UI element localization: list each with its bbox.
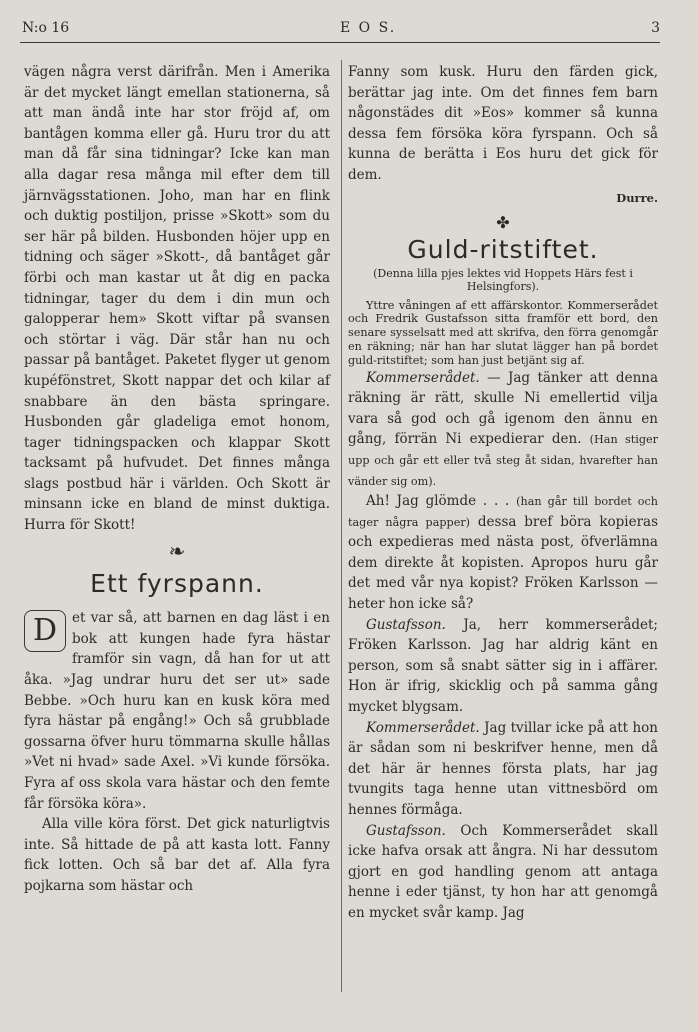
dialogue-text: Och Kommerserådet skall icke hafva orsak att ångra. Ni har dessutom gjort en god handling genom att antaga henne i eder tjänst, ty hon har att genomgå en mycket svår kamp. Jag (348, 822, 658, 921)
flower-ornament-icon: ❧ (168, 538, 186, 563)
speaker-name: Kommerserådet. (366, 719, 480, 736)
stage-direction-2: (Han stiger upp och går ett eller två steg åt sidan, hvarefter han vänder sig om). (348, 433, 658, 488)
article-heading-guld-ritstiftet: Guld-ritstiftet. (407, 234, 599, 264)
dialogue-kommerseradet-1 (348, 368, 658, 492)
dialogue-gustafsson-2 (348, 821, 658, 924)
dialogue-text: Jag tvillar icke på att hon är sådan som ni beskrifver henne, men då det här är hennes första plats, har jag tvungits taga henne utan vittnesbörd om hennes förmåga. (348, 719, 658, 818)
column-divider (341, 60, 342, 992)
page-header (22, 20, 660, 42)
drop-cap: D (24, 610, 66, 652)
stage-direction-3: (han går till bordet och tager några papper) (348, 495, 659, 529)
speaker-name: Kommerserådet. (366, 369, 480, 386)
right-column (348, 62, 658, 924)
fyrspann-paragraph-1-text: et var så, att barnen en dag läst i en bok att kungen hade fyra hästar framför sin vagn, då han for ut att åka. »Jag undrar huru det ser ut» sade Bebbe. »Och huru kan en kusk köra med fyra hästar på engång!» Och så grubblade gossarna öfver huru tömmarna skulle hållas »Vet ni hvad» sade Axel. »Vi kunde försöka. Fyra af oss skola vara hästar och den femte får försöka köra». (24, 610, 330, 812)
stage-direction-1: Yttre våningen af ett affärskontor. Kommerserådet och Fredrik Gustafsson sitta framför ett bord, den senare sysselsatt med att skrifva, den förra genomgår en räkning; när han har slutat lägger han på bordet guld-ritstiftet; som han just betjänt sig af. (348, 298, 658, 367)
issue-number: N:o 16 (22, 20, 70, 36)
speaker-name: Gustafsson. (366, 616, 446, 633)
page-number: 3 (651, 20, 660, 36)
dialogue-gustafsson-1 (348, 615, 658, 718)
dialogue-text: — Jag tänker att denna räkning är rätt, skulle Ni emellertid vilja vara så god och gå igenom den ännu en gång, förrän Ni expedierar den. (348, 369, 659, 448)
divider-ornament-icon: ✤ (496, 213, 510, 233)
fyrspann-paragraph-1 (24, 608, 330, 814)
dialogue-text: dessa bref böra kopieras och expedieras med nästa post, öfverlämna dem direkte åt kopisten. Apropos huru går det med vår nya kopist? Fröken Karlsson — heter hon icke så? (348, 513, 659, 613)
fyrspann-paragraph-2: Alla ville köra först. Det gick naturligtvis inte. Så hittade de på att kasta lott. Fanny fick lotten. Och så bar det af. Alla fyra pojkarna som hästar och (24, 816, 330, 894)
dialogue-text: Ah! Jag glömde . . . (366, 493, 510, 510)
speaker-name: Gustafsson. (366, 822, 446, 839)
play-intro-note: (Denna lilla pjes lektes vid Hoppets Härs fest i Helsingfors). (373, 266, 633, 293)
header-rule (20, 42, 660, 43)
dialogue-kommerseradet-2 (348, 491, 658, 615)
dialogue-kommerseradet-3 (348, 718, 658, 821)
left-column (24, 62, 330, 897)
author-signature: Durre. (616, 190, 658, 205)
publication-title: E O S. (340, 20, 397, 36)
fyrspann-paragraph-3: Fanny som kusk. Huru den färden gick, berättar jag inte. Om det finnes fem barn någonstädes dit »Eos» kommer så kunna dessa fem försöka köra fyrspann. Och så kunna de berätta i Eos huru det gick för dem. (348, 64, 658, 183)
article-heading-fyrspann: Ett fyrspann. (90, 568, 264, 598)
article-continuation: vägen några verst därifrån. Men i Amerika är det mycket längt emellan stationerna, så att man ändå inte har stor fröjd af, om bantågen komma eller gå. Huru tror du att man då får sina tidningar? Icke kan man alla dagar resa många mil efter dem till järnvägsstationen. Joho, man har en flink och duktig postiljon, prisse »Skott» som du ser här på bilden. Husbonden höjer upp en tidning och säger »Skott-, då bantåget går förbi och man kastar ut åt dig en packa tidningar, tager du dem i din mun och galopperar hem» Skott viftar på svansen och störtar i väg. Där står han nu och passar på bantåget. Paketet flyger ut genom kupéfönstret, Skott nappar det och kilar af snabbare än den bästa springare. Husbonden går gladeliga emot honom, tager tidningspacken och klappar Skott tacksamt på hufvudet. Det finnes många slags postbud här i världen. Och Skott är minsann icke en bland de minst duktiga. Hurra för Skott! (24, 64, 330, 534)
dialogue-text: Ja, herr kommerserådet; Fröken Karlsson. Jag har aldrig känt en person, som så snabt sätter sig in i affärer. Hon är ifrig, skicklig och på samma gång mycket blygsam. (348, 616, 658, 716)
